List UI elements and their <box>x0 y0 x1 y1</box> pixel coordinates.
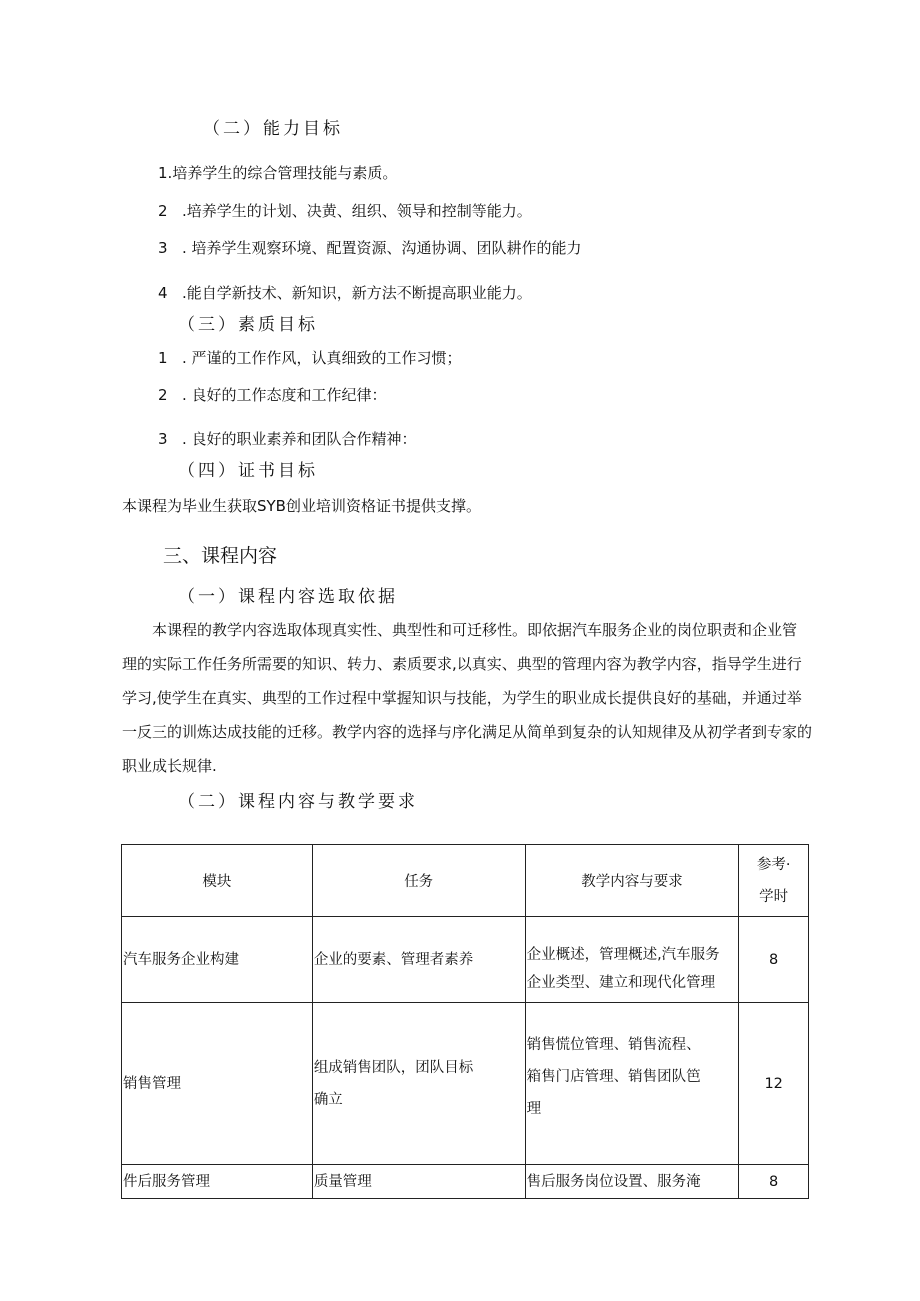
module-text: 件后服务管理 <box>123 1173 210 1190</box>
basis-heading: （一）课程内容选取依据 <box>178 587 398 607</box>
item-text: . 严谨的工作作风，认真细致的工作习惯； <box>182 349 462 367</box>
item-text: . 良好的工作态度和工作纪律： <box>182 386 387 404</box>
item-number: 3 <box>158 239 168 257</box>
table-row <box>122 1003 809 1165</box>
cell-task <box>312 1165 525 1199</box>
quality-item-1 <box>158 347 462 368</box>
item-number: 4 <box>158 284 168 302</box>
paragraph-line: 理的实际工作任务所需要的知识、转力、素质要求,以真实、典型的管理内容为教学内容，指导学生进行 <box>122 655 802 673</box>
content-line: 企业概述，管理概述,汽车服务 <box>526 946 720 963</box>
content-line: 销售慌位管理、销售流程、 <box>526 1036 701 1053</box>
header-hours-line2: 学时 <box>759 888 789 905</box>
item-number: 3 <box>158 430 168 448</box>
ability-item-2 <box>158 200 532 221</box>
ability-item-3 <box>158 237 582 258</box>
quality-item-3 <box>158 428 417 449</box>
cell-module <box>122 1003 313 1165</box>
cell-module <box>122 917 313 1003</box>
paragraph-line: 一反三的训炼达成技能的迁移。教学内容的选择与序化满足从简单到复杂的认知规律及从初学者到专家的 <box>122 723 813 741</box>
header-content: 教学内容与要求 <box>525 845 739 917</box>
cell-content <box>525 1165 739 1199</box>
section-heading: 三、课程内容 <box>163 545 278 567</box>
ability-item-4 <box>158 282 532 303</box>
item-text: . 培养学生观察环境、配置资源、沟通协调、团队耕作的能力 <box>182 239 582 257</box>
cell-task <box>312 1003 525 1165</box>
task-line: 确立 <box>313 1091 343 1108</box>
certificate-heading: （四）证书目标 <box>178 461 318 481</box>
header-hours-line1: 参考· <box>756 856 791 873</box>
table-header-row <box>122 845 809 917</box>
module-text: 销售管理 <box>123 1075 181 1092</box>
module-text: 汽车服务企业构建 <box>123 951 239 968</box>
header-hours <box>739 845 809 917</box>
paragraph-line: 职业成长规律. <box>122 757 217 775</box>
item-text: . 良好的职业素养和团队合作精神： <box>182 430 417 448</box>
ability-item-1 <box>158 162 397 183</box>
item-number: 1 <box>158 349 168 367</box>
requirements-heading: （二）课程内容与教学要求 <box>178 792 418 812</box>
paragraph-line: 学习,使学生在真实、典型的工作过程中掌握知识与技能，为学生的职业成长提供良好的基础，并通过举 <box>122 689 802 707</box>
content-line: 箱售门店管理、销售团队笆 <box>526 1068 701 1085</box>
cell-hours: 12 <box>739 1003 809 1165</box>
item-number: 1. <box>158 164 173 182</box>
item-number: 2 <box>158 202 168 220</box>
quality-heading: （三）素质目标 <box>178 315 318 335</box>
item-text: .能自学新技术、新知识，新方法不断提高职业能力。 <box>182 284 532 302</box>
item-number: 2 <box>158 386 168 404</box>
task-text: 企业的要素、管理者素养 <box>313 951 474 968</box>
quality-item-2 <box>158 384 387 405</box>
content-line: 理 <box>526 1100 542 1117</box>
paragraph-line: 本课程的教学内容选取体现真实性、典型性和可迁移性。即依据汽车服务企业的岗位职责和企业管 <box>152 621 798 639</box>
header-task: 任务 <box>312 845 525 917</box>
cell-hours: 8 <box>739 917 809 1003</box>
cell-content <box>525 917 739 1003</box>
item-text: 培养学生的综合管理技能与素质。 <box>172 164 398 182</box>
cell-content <box>525 1003 739 1165</box>
cell-module <box>122 1165 313 1199</box>
basis-paragraph <box>122 613 822 783</box>
table-row <box>122 917 809 1003</box>
item-text: .培养学生的计划、决黄、组织、领导和控制等能力。 <box>182 202 532 220</box>
ability-heading: （二）能力目标 <box>203 119 343 139</box>
certificate-text: 本课程为毕业生获取SYB创业培训资格证书提供支撑。 <box>122 497 481 515</box>
cell-hours: 8 <box>739 1165 809 1199</box>
header-module: 模块 <box>122 845 313 917</box>
cell-task <box>312 917 525 1003</box>
task-line: 组成销售团队，团队目标 <box>313 1059 474 1076</box>
course-content-table <box>121 844 809 1199</box>
table-row <box>122 1165 809 1199</box>
content-line: 售后服务岗位设置、服务淹 <box>526 1173 701 1190</box>
content-line: 企业类型、建立和现代化管理 <box>526 974 716 991</box>
task-text: 质量管理 <box>313 1173 372 1190</box>
